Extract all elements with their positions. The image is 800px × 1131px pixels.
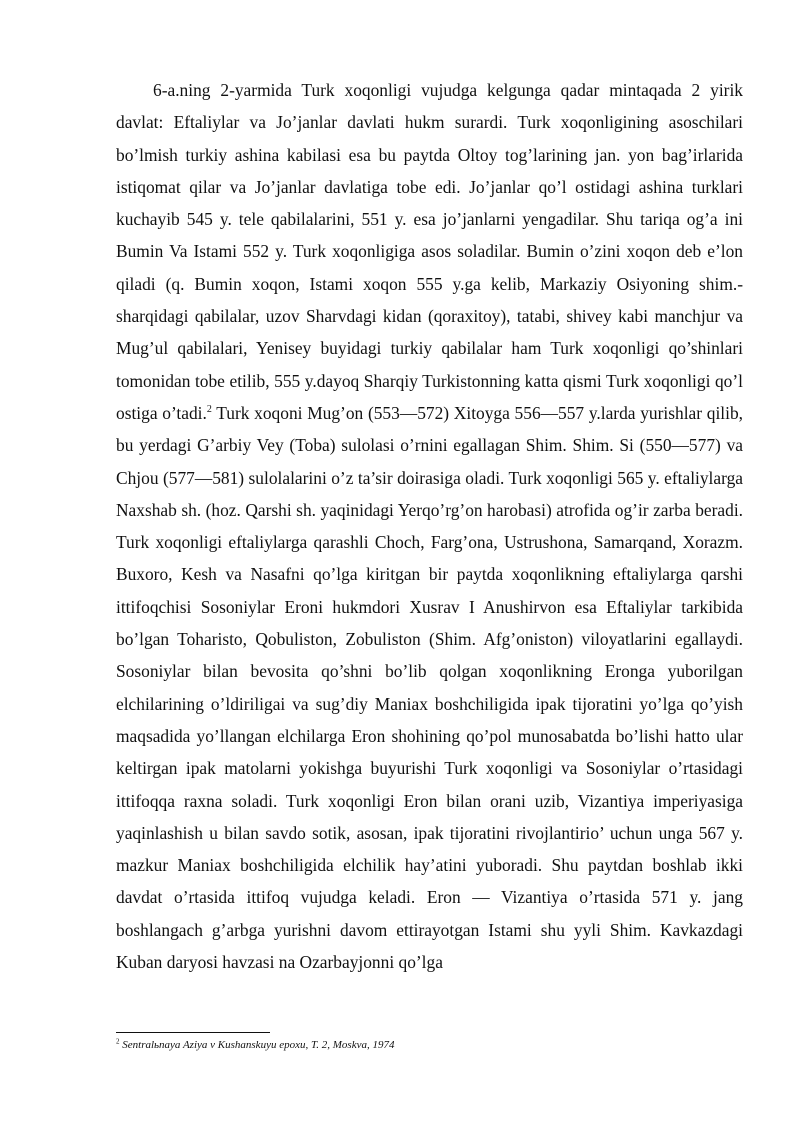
footnote xyxy=(116,1038,743,1052)
paragraph-text-part-1: 6-a.ning 2-yarmida Turk xoqonligi vujudga kelgunga qadar mintaqada 2 yirik davlat: Eftaliylar va Jo’janlar davlati hukm surardi. Turk xoqonligining asoschilari bo’lmish turkiy ashina kabilasi esa bu paytda Oltoy tog’larining jan. yon bag’irlarida istiqomat qilar va Jo’janlar davlatiga tobe edi. Jo’janlar qo’l ostidagi ashina turklari kuchayib 545 y. tele qabilalarini, 551 y. esa jo’janlarni yengadilar. Shu tariqa og’a ini Bumin Va Istami 552 y. Turk xoqonligiga asos soladilar. Bumin o’zini xoqon deb e’lon qiladi (q. Bumin xoqon, Istami xoqon 555 y.ga kelib, Markaziy Osiyoning shim.-sharqidagi qabilalar, uzov Sharvdagi kidan (qoraxitoy), tatabi, shivey kabi manchjur va Mug’ul qabilalari, Yenisey buyidagi turkiy qabilalar ham Turk xoqonligi qo’shinlari tomonidan tobe etilib, 555 y.dayoq Sharqiy Turkistonning katta qismi Turk xoqonligi qo’l ostiga o’tadi. xyxy=(116,80,743,423)
footnote-separator xyxy=(116,1032,270,1033)
paragraph-text-part-2: Turk xoqoni Mug’on (553—572) Xitoyga 556—557 y.larda yurishlar qilib, bu yerdagi G’arbiy Vey (Toba) sulolasi o’rnini egallagan Shim. Shim. Si (550—577) va Chjou (577—581) sulolalarini o’z ta’sir doirasiga oladi. Turk xoqonligi 565 y. eftaliylarga Naxshab sh. (hoz. Qarshi sh. yaqinidagi Yerqo’rg’on harobasi) atrofida og’ir zarba beradi. Turk xoqonligi eftaliylarga qarashli Choch, Farg’ona, Ustrushona, Samarqand, Xorazm. Buxoro, Kesh va Nasafni qo’lga kiritgan bir paytda xoqonlikning eftaliylarga qarshi ittifoqchisi Sosoniylar Eroni hukmdori Xusrav I Anushirvon esa Eftaliylar tarkibida bo’lgan Toharisto, Qobuliston, Zobuliston (Shim. Afg’oniston) viloyatlarini egallaydi. Sosoniylar bilan bevosita qo’shni bo’lib qolgan xoqonlikning Eronga yuborilgan elchilarining o’ldiriligai va sug’diy Maniax boshchiligida ipak tijoratini yo’lga qo’yish maqsadida yo’llangan elchilarga Eron shohining qo’pol munosabatda bo’lishi hatto ular keltirgan ipak matolarni yokishga buyurishi Turk xoqonligi va Sosoniylar o’rtasidagi ittifoqqa raxna soladi. Turk xoqonligi Eron bilan orani uzib, Vizantiya imperiyasiga yaqinlashish u bilan savdo sotik, asosan, ipak tijoratini rivojlantirio’ uchun unga 567 y. mazkur Maniax boshchiligida elchilik hay’atini yuboradi. Shu paytdan boshlab ikki davdat o’rtasida ittifoq vujudga keladi. Eron — Vizantiya o’rtasida 571 y. jang boshlangach g’arbga yurishni davom ettirayotgan Istami shu yyli Shim. Kavkazdagi Kuban daryosi havzasi na Ozarbayjonni qo’lga xyxy=(116,402,743,973)
body-paragraph xyxy=(116,74,743,978)
footnote-marker: 2 xyxy=(116,1037,120,1046)
footnote-reference[interactable]: 2 xyxy=(206,404,212,416)
footnote-text: Sentralьnaya Aziya v Kushanskuyu epoxu, T. 2, Moskva, 1974 xyxy=(119,1039,395,1051)
